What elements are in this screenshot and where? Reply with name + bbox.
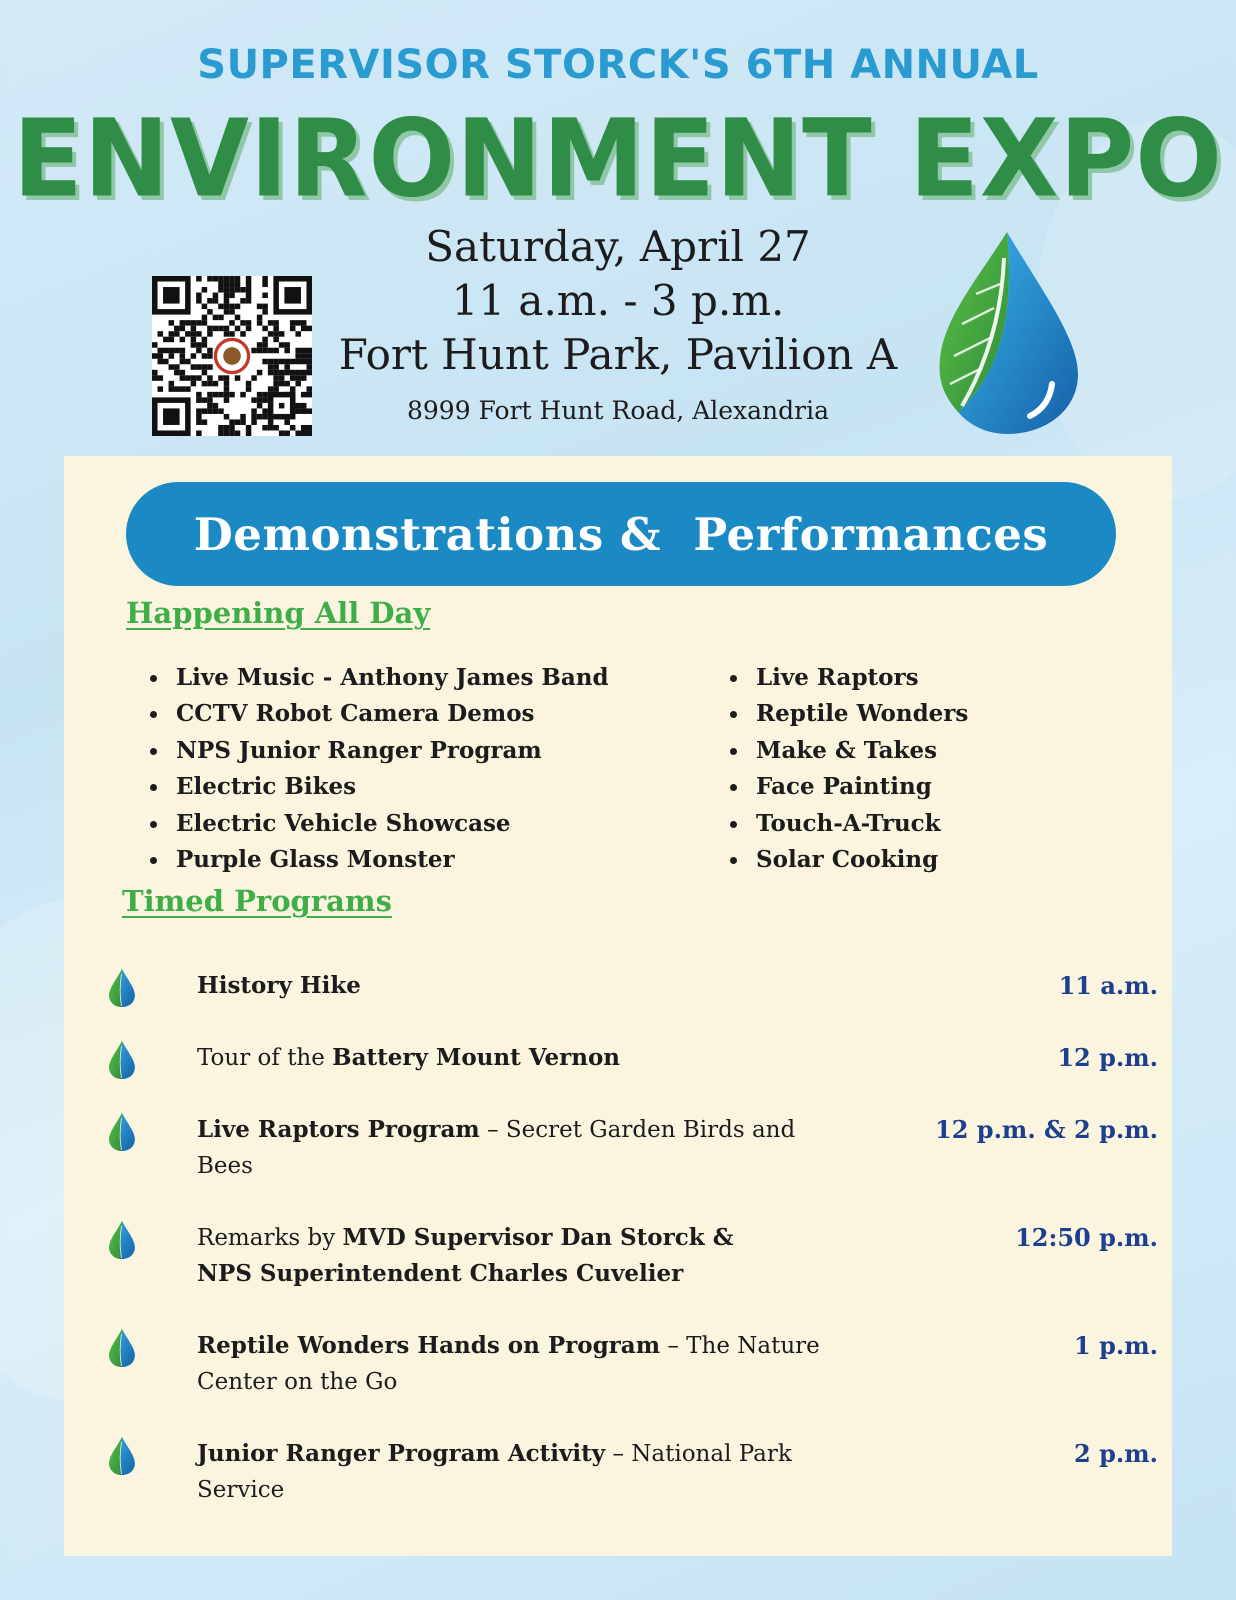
program-description: Remarks by MVD Supervisor Dan Storck & NPS Superintendent Charles Cuvelier bbox=[197, 1224, 734, 1287]
event-time: 11 a.m. - 3 p.m. bbox=[451, 276, 785, 325]
program-time: 12:50 p.m. bbox=[1015, 1223, 1158, 1252]
list-item: Solar Cooking bbox=[726, 842, 968, 878]
list-item: CCTV Robot Camera Demos bbox=[146, 696, 609, 732]
leaf-water-drop-icon bbox=[932, 228, 1082, 438]
leaf-drop-icon bbox=[108, 1220, 136, 1260]
event-venue: Fort Hunt Park, Pavilion A bbox=[338, 330, 898, 379]
leaf-drop-icon bbox=[108, 1040, 136, 1080]
list-item: Live Music - Anthony James Band bbox=[146, 660, 609, 696]
leaf-drop-icon bbox=[108, 968, 136, 1008]
program-description: Tour of the Battery Mount Vernon bbox=[197, 1044, 621, 1071]
timed-heading: Timed Programs bbox=[122, 884, 392, 918]
leaf-drop-icon bbox=[108, 1112, 136, 1152]
list-item: Make & Takes bbox=[726, 733, 968, 769]
leaf-drop-icon bbox=[108, 1328, 136, 1368]
list-item: Touch-A-Truck bbox=[726, 806, 968, 842]
all-day-list-left bbox=[146, 660, 609, 878]
qr-code-icon[interactable] bbox=[152, 276, 312, 436]
program-time: 11 a.m. bbox=[1058, 971, 1158, 1000]
event-address: 8999 Fort Hunt Road, Alexandria bbox=[406, 396, 830, 425]
event-supertitle: SUPERVISOR STORCK'S 6TH ANNUAL bbox=[197, 42, 1039, 88]
list-item: Reptile Wonders bbox=[726, 696, 968, 732]
list-item: NPS Junior Ranger Program bbox=[146, 733, 609, 769]
program-description: Junior Ranger Program Activity – National Park Service bbox=[197, 1440, 792, 1503]
program-description: Live Raptors Program – Secret Garden Birds and Bees bbox=[197, 1116, 796, 1179]
program-time: 12 p.m. bbox=[1057, 1043, 1158, 1072]
leaf-drop-icon bbox=[108, 1436, 136, 1476]
program-description: History Hike bbox=[197, 972, 361, 999]
program-time: 12 p.m. & 2 p.m. bbox=[935, 1115, 1158, 1144]
list-item: Face Painting bbox=[726, 769, 968, 805]
program-time: 2 p.m. bbox=[1074, 1439, 1158, 1468]
list-item: Live Raptors bbox=[726, 660, 968, 696]
all-day-heading: Happening All Day bbox=[126, 596, 431, 630]
event-title: ENVIRONMENT EXPO bbox=[13, 97, 1223, 222]
list-item: Electric Vehicle Showcase bbox=[146, 806, 609, 842]
event-date: Saturday, April 27 bbox=[425, 222, 811, 271]
banner-label: Demonstrations & Performances bbox=[193, 507, 1049, 561]
section-banner bbox=[126, 482, 1116, 586]
list-item: Purple Glass Monster bbox=[146, 842, 609, 878]
program-description: Reptile Wonders Hands on Program – The Nature Center on the Go bbox=[197, 1332, 820, 1395]
program-panel bbox=[64, 456, 1172, 1556]
list-item: Electric Bikes bbox=[146, 769, 609, 805]
all-day-list-right bbox=[726, 660, 968, 878]
program-time: 1 p.m. bbox=[1074, 1331, 1158, 1360]
